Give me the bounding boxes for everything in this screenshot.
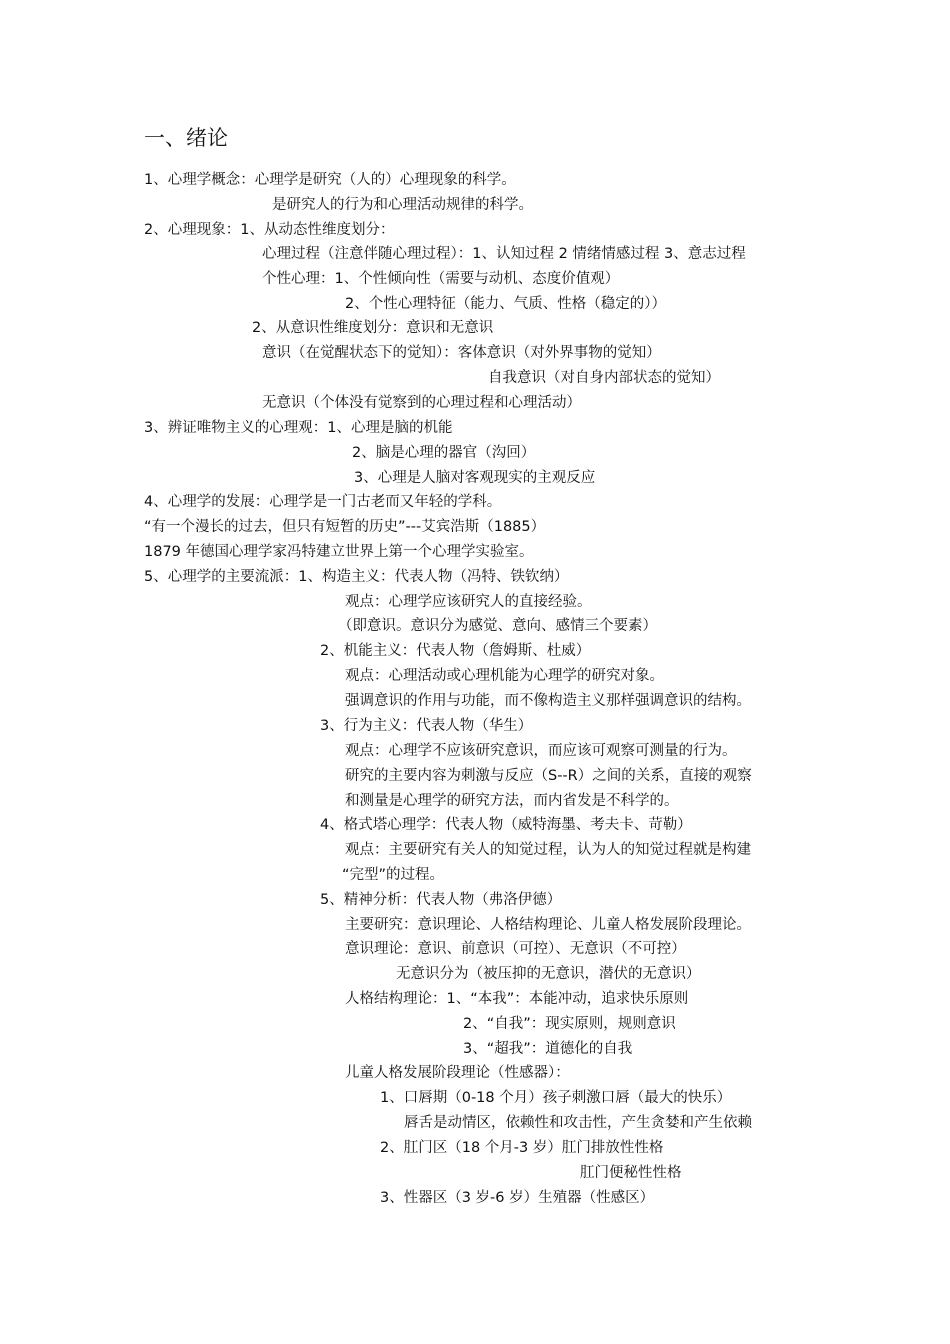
text-line: 人格结构理论：1、“本我”：本能冲动，追求快乐原则: [345, 991, 689, 1007]
text-line: 3、性器区（3 岁-6 岁）生殖器（性感区）: [380, 1190, 655, 1206]
text-line: 1、心理学概念：心理学是研究（人的）心理现象的科学。: [144, 172, 516, 188]
text-line: 儿童人格发展阶段理论（性感器）：: [345, 1065, 570, 1081]
text-line: 3、辨证唯物主义的心理观：1、心理是脑的机能: [144, 420, 453, 436]
text-line: “完型”的过程。: [342, 867, 445, 883]
text-line: 强调意识的作用与功能，而不像构造主义那样强调意识的结构。: [345, 693, 751, 709]
text-line: 3、心理是人脑对客观现实的主观反应: [354, 470, 596, 486]
text-line: 3、“超我”：道德化的自我: [463, 1041, 633, 1057]
text-line: 1879 年德国心理学家冯特建立世界上第一个心理学实验室。: [144, 544, 534, 560]
text-line: 2、从意识性维度划分：意识和无意识: [252, 320, 494, 336]
text-line: 心理过程（注意伴随心理过程）：1、认知过程 2 情绪情感过程 3、意志过程: [262, 246, 746, 262]
text-line: 4、格式塔心理学：代表人物（威特海墨、考夫卡、苛勒）: [320, 817, 692, 833]
text-line: 意识（在觉醒状态下的觉知）：客体意识（对外界事物的觉知）: [262, 345, 661, 361]
text-line: 观点：心理活动或心理机能为心理学的研究对象。: [345, 668, 664, 684]
text-line: 和测量是心理学的研究方法，而内省发是不科学的。: [345, 793, 679, 809]
text-line: （即意识。意识分为感觉、意向、感情三个要素）: [338, 618, 657, 634]
text-line: 2、脑是心理的器官（沟回）: [352, 445, 536, 461]
text-line: 5、精神分析：代表人物（弗洛伊德）: [320, 892, 562, 908]
text-line: 2、心理现象：1、从动态性维度划分：: [144, 222, 395, 238]
text-line: 唇舌是动情区，依赖性和攻击性，产生贪婪和产生依赖: [404, 1115, 752, 1131]
section-heading: 一、绪论: [144, 126, 228, 150]
text-line: 是研究人的行为和心理活动规律的科学。: [272, 197, 533, 213]
text-line: 意识理论：意识、前意识（可控）、无意识（不可控）: [345, 941, 686, 957]
text-line: 3、行为主义：代表人物（华生）: [320, 718, 533, 734]
text-line: 1、口唇期（0-18 个月）孩子刺激口唇（最大的快乐）: [380, 1090, 732, 1106]
text-line: 无意识（个体没有觉察到的心理过程和心理活动）: [262, 395, 581, 411]
text-line: “有一个漫长的过去，但只有短暂的历史”---艾宾浩斯（1885）: [144, 519, 546, 535]
text-line: 主要研究：意识理论、人格结构理论、儿童人格发展阶段理论。: [345, 917, 751, 933]
text-line: 无意识分为（被压抑的无意识，潜伏的无意识）: [396, 966, 701, 982]
text-line: 4、心理学的发展：心理学是一门古老而又年轻的学科。: [144, 494, 502, 510]
text-line: 2、“自我”：现实原则，规则意识: [463, 1016, 676, 1032]
text-line: 2、机能主义：代表人物（詹姆斯、杜威）: [320, 643, 591, 659]
text-line: 研究的主要内容为刺激与反应（S--R）之间的关系，直接的观察: [345, 768, 752, 784]
text-line: 5、心理学的主要流派：1、构造主义：代表人物（冯特、铁钦纳）: [144, 569, 569, 585]
text-line: 观点：心理学应该研究人的直接经验。: [345, 594, 592, 610]
text-line: 2、个性心理特征（能力、气质、性格（稳定的））: [345, 296, 666, 312]
text-line: 观点：心理学不应该研究意识，而应该可观察可测量的行为。: [345, 743, 737, 759]
text-line: 个性心理：1、个性倾向性（需要与动机、态度价值观）: [262, 271, 620, 287]
text-line: 自我意识（对自身内部状态的觉知）: [488, 370, 720, 386]
text-line: 2、肛门区（18 个月-3 岁）肛门排放性性格: [380, 1140, 664, 1156]
text-line: 肛门便秘性性格: [580, 1165, 682, 1181]
text-line: 观点：主要研究有关人的知觉过程，认为人的知觉过程就是构建: [345, 842, 751, 858]
